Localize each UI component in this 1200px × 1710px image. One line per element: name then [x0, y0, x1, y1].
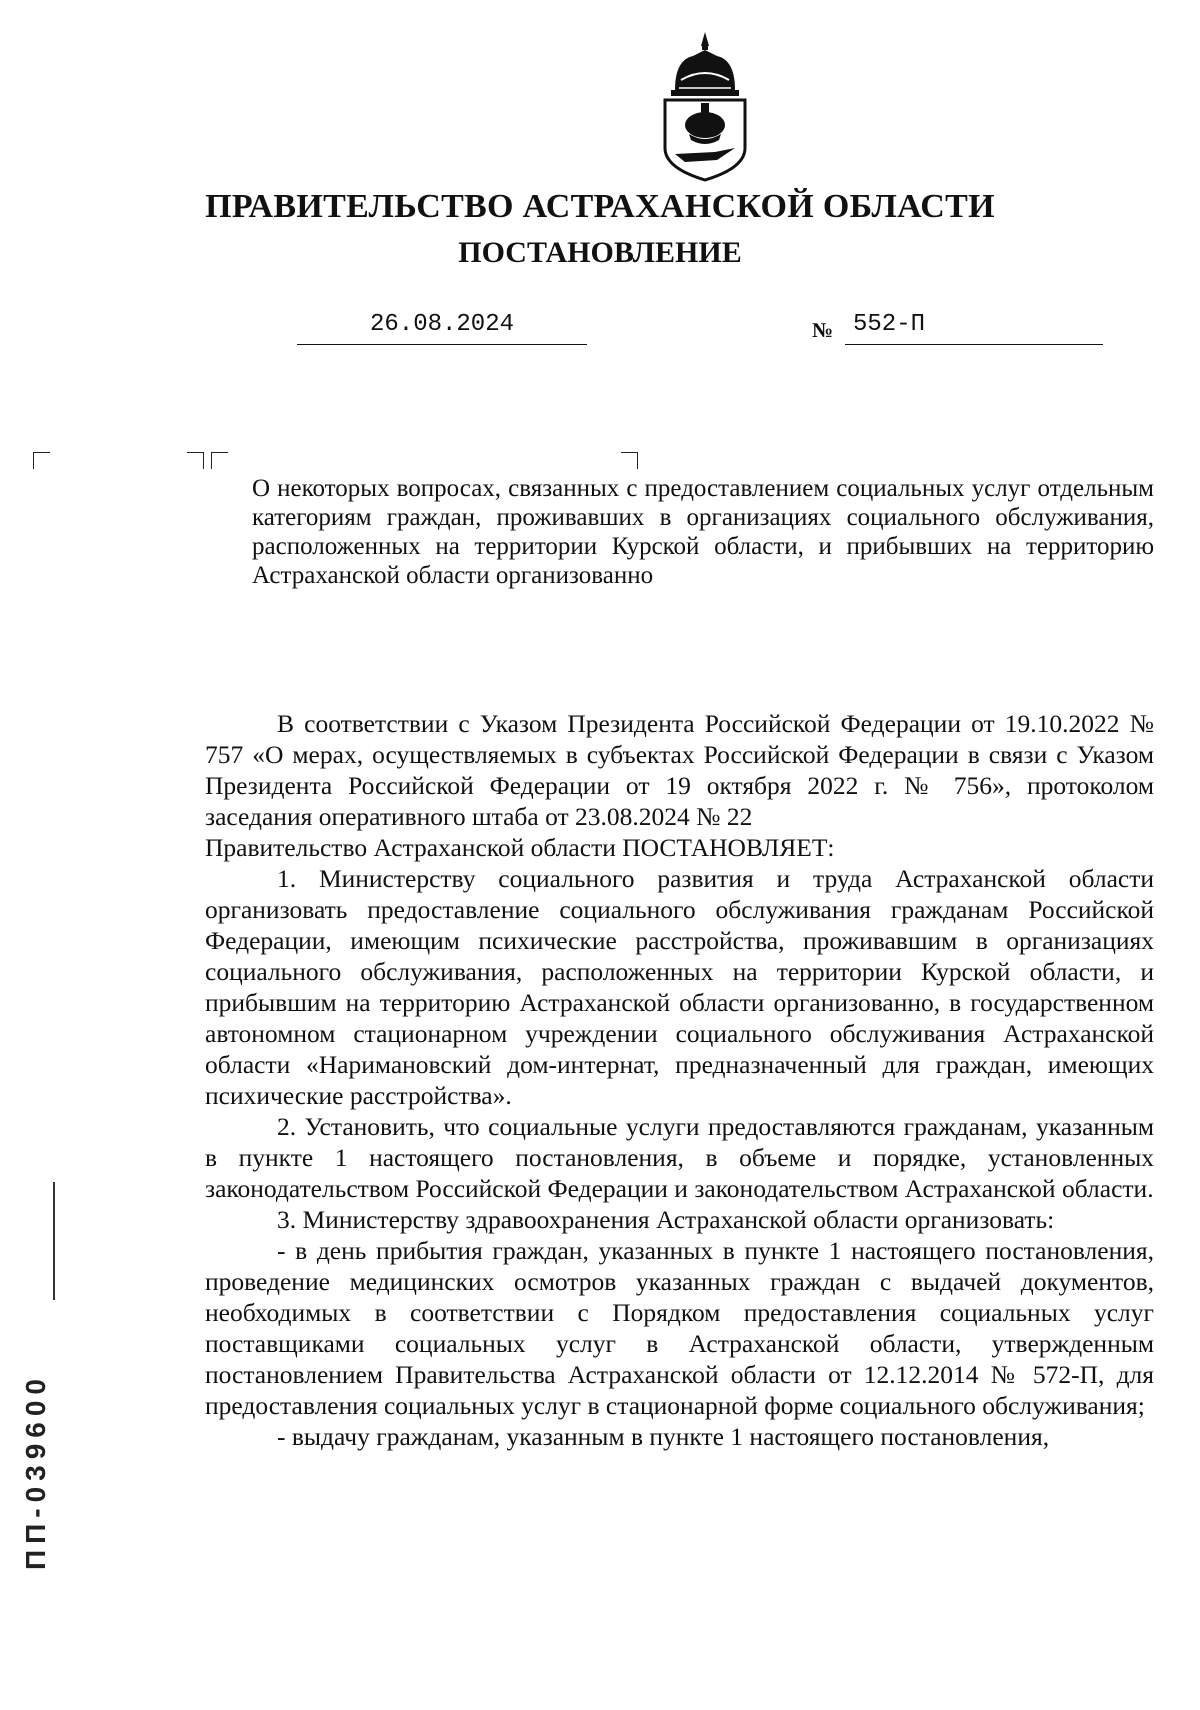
field-corner-mark: [187, 452, 204, 469]
item-3-bullet-a: - в день прибытия граждан, указанных в пункте 1 настоящего постановления, проведение медицинских осмотров указанных граждан с выдачей документов, необходимых в соответствии с Порядком предоставления социальных услуг поставщиками социальных услуг в Астраханской области, утвержденным постановлением Правительства Астраханской области от 12.12.2014 № 572-П, для предоставления социальных услуг в стационарной форме социального обслуживания;: [205, 1236, 1154, 1420]
document-date: 26.08.2024: [297, 311, 587, 345]
item-3-paragraph: 3. Министерству здравоохранения Астраханской области организовать:: [277, 1205, 1055, 1234]
item-1-paragraph: 1. Министерству социального развития и труда Астраханской области организовать предоставление социального обслуживания гражданам Российской Федерации, имеющим психические расстройства, проживавшим в организациях социального обслуживания, расположенных на территории Курской области, и прибывшим на территорию Астраханской области организованно, в государственном автономном стационарном учреждении социального обслуживания Астраханской области «Наримановский дом-интернат, предназначенный для граждан, имеющих психические расстройства».: [205, 864, 1154, 1110]
item-2-paragraph: 2. Установить, что социальные услуги предоставляются гражданам, указанным в пункте 1 настоящего постановления, в объеме и порядке, установленных законодательством Российской Федерации и законодательством Астраханской области.: [205, 1112, 1154, 1203]
field-corner-mark: [33, 452, 50, 469]
serial-stamp-text: ПП-039600: [20, 1372, 51, 1570]
document-subject: О некоторых вопросах, связанных с предоставлением социальных услуг отдельным категориям граждан, проживавших в организациях социального обслуживания, расположенных на территории Курской области, и прибывших на территорию Астраханской области организованно: [252, 475, 1154, 589]
preamble-paragraph: В соответствии с Указом Президента Российской Федерации от 19.10.2022 № 757 «О мерах, осуществляемых в субъектах Российской Федерации в связи с Указом Президента Российской Федерации от 19 октября 2022 г. № 756», протоколом заседания оперативного штаба от 23.08.2024 № 22: [205, 709, 1154, 831]
field-corner-mark: [211, 452, 228, 469]
item-3-bullet-b: - выдачу гражданам, указанным в пункте 1 настоящего постановления,: [277, 1422, 1050, 1451]
resolves-line: Правительство Астраханской области ПОСТАНОВЛЯЕТ:: [205, 833, 835, 862]
document-body: [205, 708, 1154, 1452]
margin-line: [53, 1182, 55, 1300]
document-kind: ПОСТАНОВЛЕНИЕ: [458, 236, 742, 269]
document-number: 552-П: [845, 311, 1103, 345]
government-title: ПРАВИТЕЛЬСТВО АСТРАХАНСКОЙ ОБЛАСТИ: [205, 188, 995, 225]
number-label: №: [812, 318, 834, 342]
field-corner-mark: [621, 452, 638, 469]
coat-of-arms-emblem: [655, 30, 755, 185]
